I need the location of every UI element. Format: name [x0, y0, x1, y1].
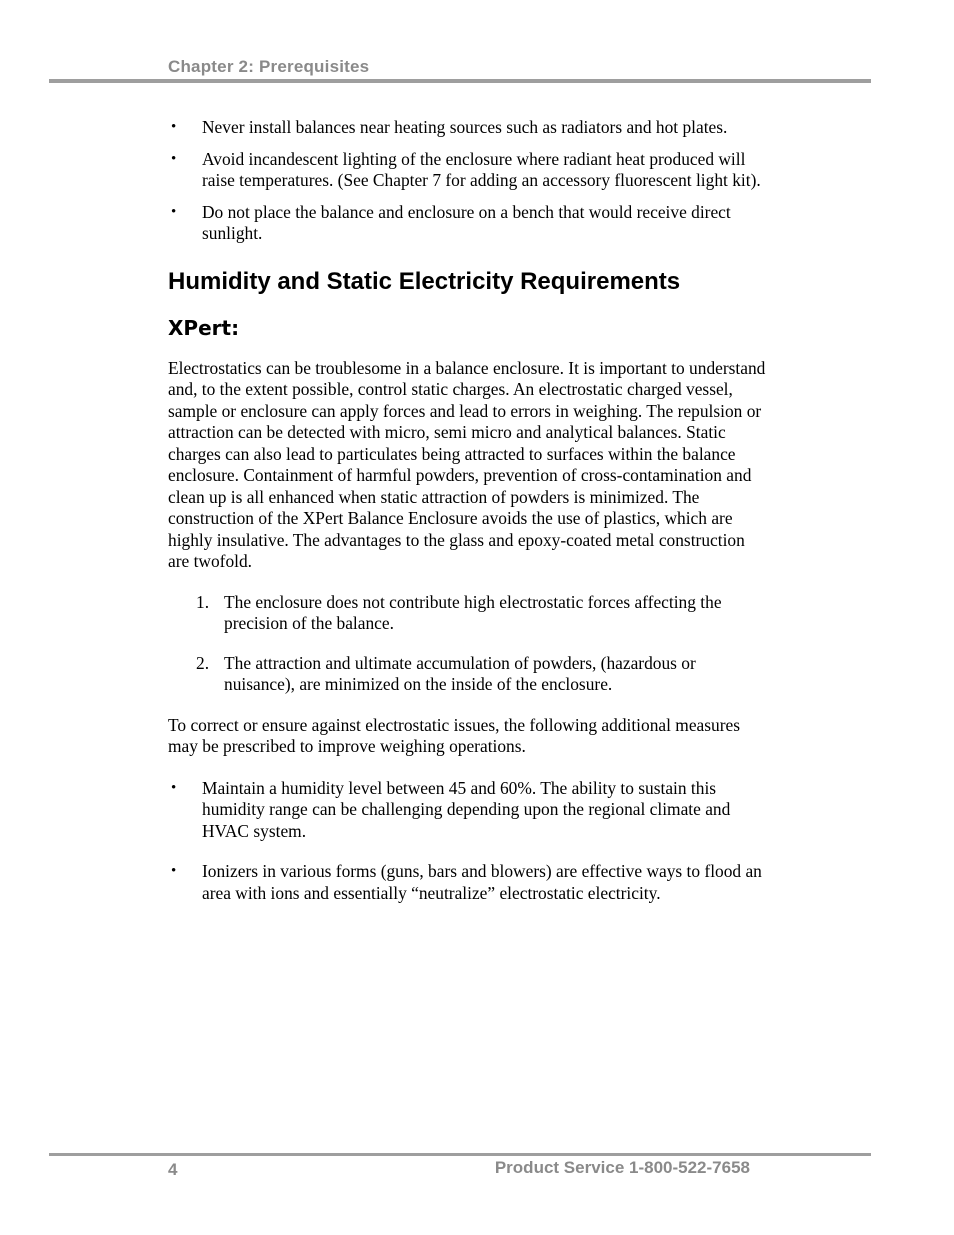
- header-rule: [49, 79, 871, 83]
- bullet-text: Never install balances near heating sources such as radiators and hot plates.: [202, 117, 728, 137]
- footer-rule: [49, 1153, 871, 1156]
- bullet-icon: •: [171, 119, 177, 135]
- list-number: 1.: [196, 591, 210, 612]
- measures-bullet-list: [168, 778, 768, 905]
- numbered-list: [168, 592, 768, 696]
- bullet-text: Ionizers in various forms (guns, bars and blowers) are effective ways to flood an area with ions and essentially “neutralize” electrostatic electricity.: [202, 861, 762, 903]
- product-service-phone: Product Service 1-800-522-7658: [494, 1158, 750, 1177]
- bullet-text: Avoid incandescent lighting of the enclosure where radiant heat produced will raise temperatures. (See Chapter 7 for adding an accessory fluorescent light kit).: [202, 148, 761, 190]
- bullet-icon: •: [171, 863, 177, 879]
- list-item: [168, 778, 768, 843]
- section-subheading: XPert:: [168, 315, 240, 340]
- list-item: [168, 149, 768, 192]
- bullet-icon: •: [171, 203, 177, 220]
- page-content: [168, 117, 768, 904]
- list-item: [168, 653, 768, 696]
- list-item: [168, 202, 768, 245]
- bullet-text: Do not place the balance and enclosure on a bench that would receive direct sunlight.: [202, 201, 731, 243]
- page-number: 4: [168, 1160, 178, 1179]
- bullet-icon: •: [171, 779, 177, 796]
- body-paragraph: To correct or ensure against electrostatic issues, the following additional measures may be prescribed to improve weighing operations.: [168, 714, 741, 756]
- bullet-icon: •: [171, 150, 177, 167]
- list-item: [168, 861, 768, 904]
- list-number: 2.: [196, 652, 210, 673]
- intro-bullet-list: [168, 117, 768, 245]
- list-text: The enclosure does not contribute high electrostatic forces affecting the precision of the balance.: [224, 591, 722, 633]
- list-item: [168, 592, 768, 635]
- chapter-header: Chapter 2: Prerequisites: [168, 57, 370, 76]
- list-text: The attraction and ultimate accumulation of powders, (hazardous or nuisance), are minimized on the inside of the enclosure.: [224, 652, 696, 694]
- section-heading: Humidity and Static Electricity Requirements: [168, 267, 681, 295]
- list-item: [168, 117, 768, 139]
- body-paragraph: Electrostatics can be troublesome in a balance enclosure. It is important to understand and, to the extent possible, control static charges. An electrostatic charged vessel, sample or enclosure can apply forces and lead to errors in weighing. The repulsion or attraction can be detected with micro, semi micro and analytical balances. Static charges can also lead to particulates being attracted to surfaces within the balance enclosure. Containment of harmful powders, prevention of cross-contamination and clean up is all enhanced when static attraction of powders is minimized. The construction of the XPert Balance Enclosure avoids the use of plastics, which are highly insulative. The advantages to the glass and epoxy-coated metal construction are twofold.: [168, 357, 766, 571]
- bullet-text: Maintain a humidity level between 45 and 60%. The ability to sustain this humidity range can be challenging depending upon the regional climate and HVAC system.: [202, 777, 731, 841]
